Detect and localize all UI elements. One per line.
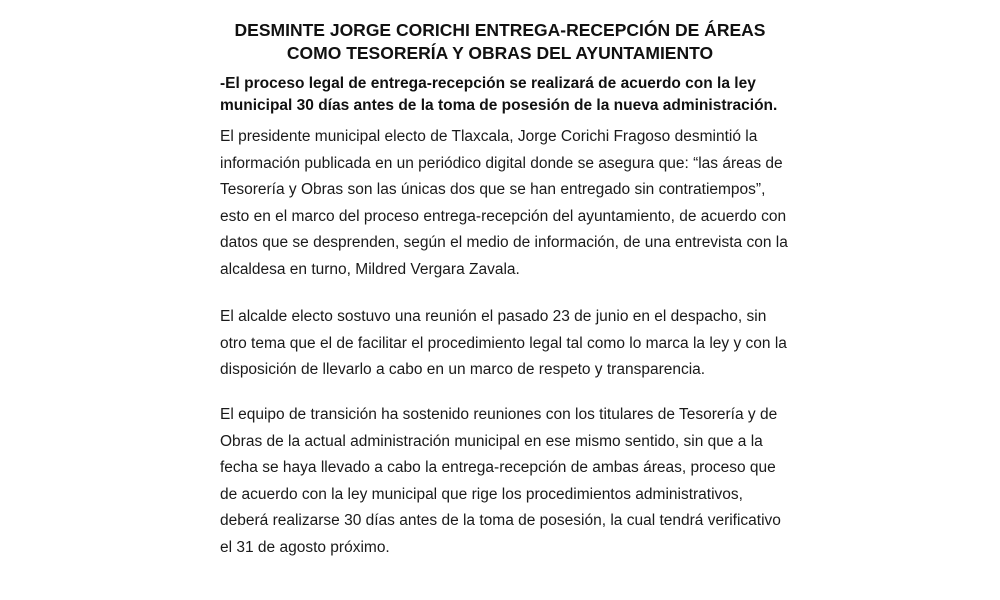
paragraph-line: El equipo de transición ha sostenido reuniones con los titulares de Tesorería y de	[220, 406, 778, 423]
paragraph-line: datos que se desprenden, según el medio de información, de una entrevista con la	[220, 234, 788, 251]
paragraph-2	[220, 304, 820, 384]
subheadline-line: municipal 30 días antes de la toma de posesión de la nueva administración.	[220, 97, 778, 114]
paragraph-line: Obras de la actual administración municipal en ese mismo sentido, sin que a la	[220, 432, 763, 450]
paragraph-line: otro tema que el de facilitar el procedimiento legal tal como lo marca la ley y con la	[220, 334, 787, 352]
subheadline	[220, 73, 820, 117]
paragraph-line: deberá realizarse 30 días antes de la toma de posesión, la cual tendrá verificativo	[220, 512, 781, 529]
paragraph-line: esto en el marco del proceso entrega-recepción del ayuntamiento, de acuerdo con	[220, 207, 787, 225]
headline-line: DESMINTE JORGE CORICHI ENTREGA-RECEPCIÓN DE ÁREAS	[234, 20, 766, 40]
paragraph-1	[220, 124, 820, 283]
paragraph-line: información publicada en un periódico digital donde se asegura que: “las áreas de	[220, 154, 783, 172]
paragraph-line: fecha se haya llevado a cabo la entrega-recepción de ambas áreas, proceso que	[220, 459, 776, 476]
headline	[180, 19, 820, 65]
paragraph-line: el 31 de agosto próximo.	[220, 538, 390, 556]
headline-line: COMO TESORERÍA Y OBRAS DEL AYUNTAMIENTO	[286, 43, 714, 63]
paragraph-line: Tesorería y Obras son las únicas dos que se han entregado sin contratiempos”,	[220, 181, 766, 198]
paragraph-3	[220, 402, 820, 561]
paragraph-line: El presidente municipal electo de Tlaxcala, Jorge Corichi Fragoso desmintió la	[220, 128, 758, 145]
paragraph-line: El alcalde electo sostuvo una reunión el pasado 23 de junio en el despacho, sin	[220, 308, 767, 325]
paragraph-line: alcaldesa en turno, Mildred Vergara Zavala.	[220, 260, 520, 278]
paragraph-line: de acuerdo con la ley municipal que rige los procedimientos administrativos,	[220, 485, 743, 503]
paragraph-line: disposición de llevarlo a cabo en un marco de respeto y transparencia.	[220, 361, 706, 378]
subheadline-line: -El proceso legal de entrega-recepción se realizará de acuerdo con la ley	[220, 75, 756, 92]
